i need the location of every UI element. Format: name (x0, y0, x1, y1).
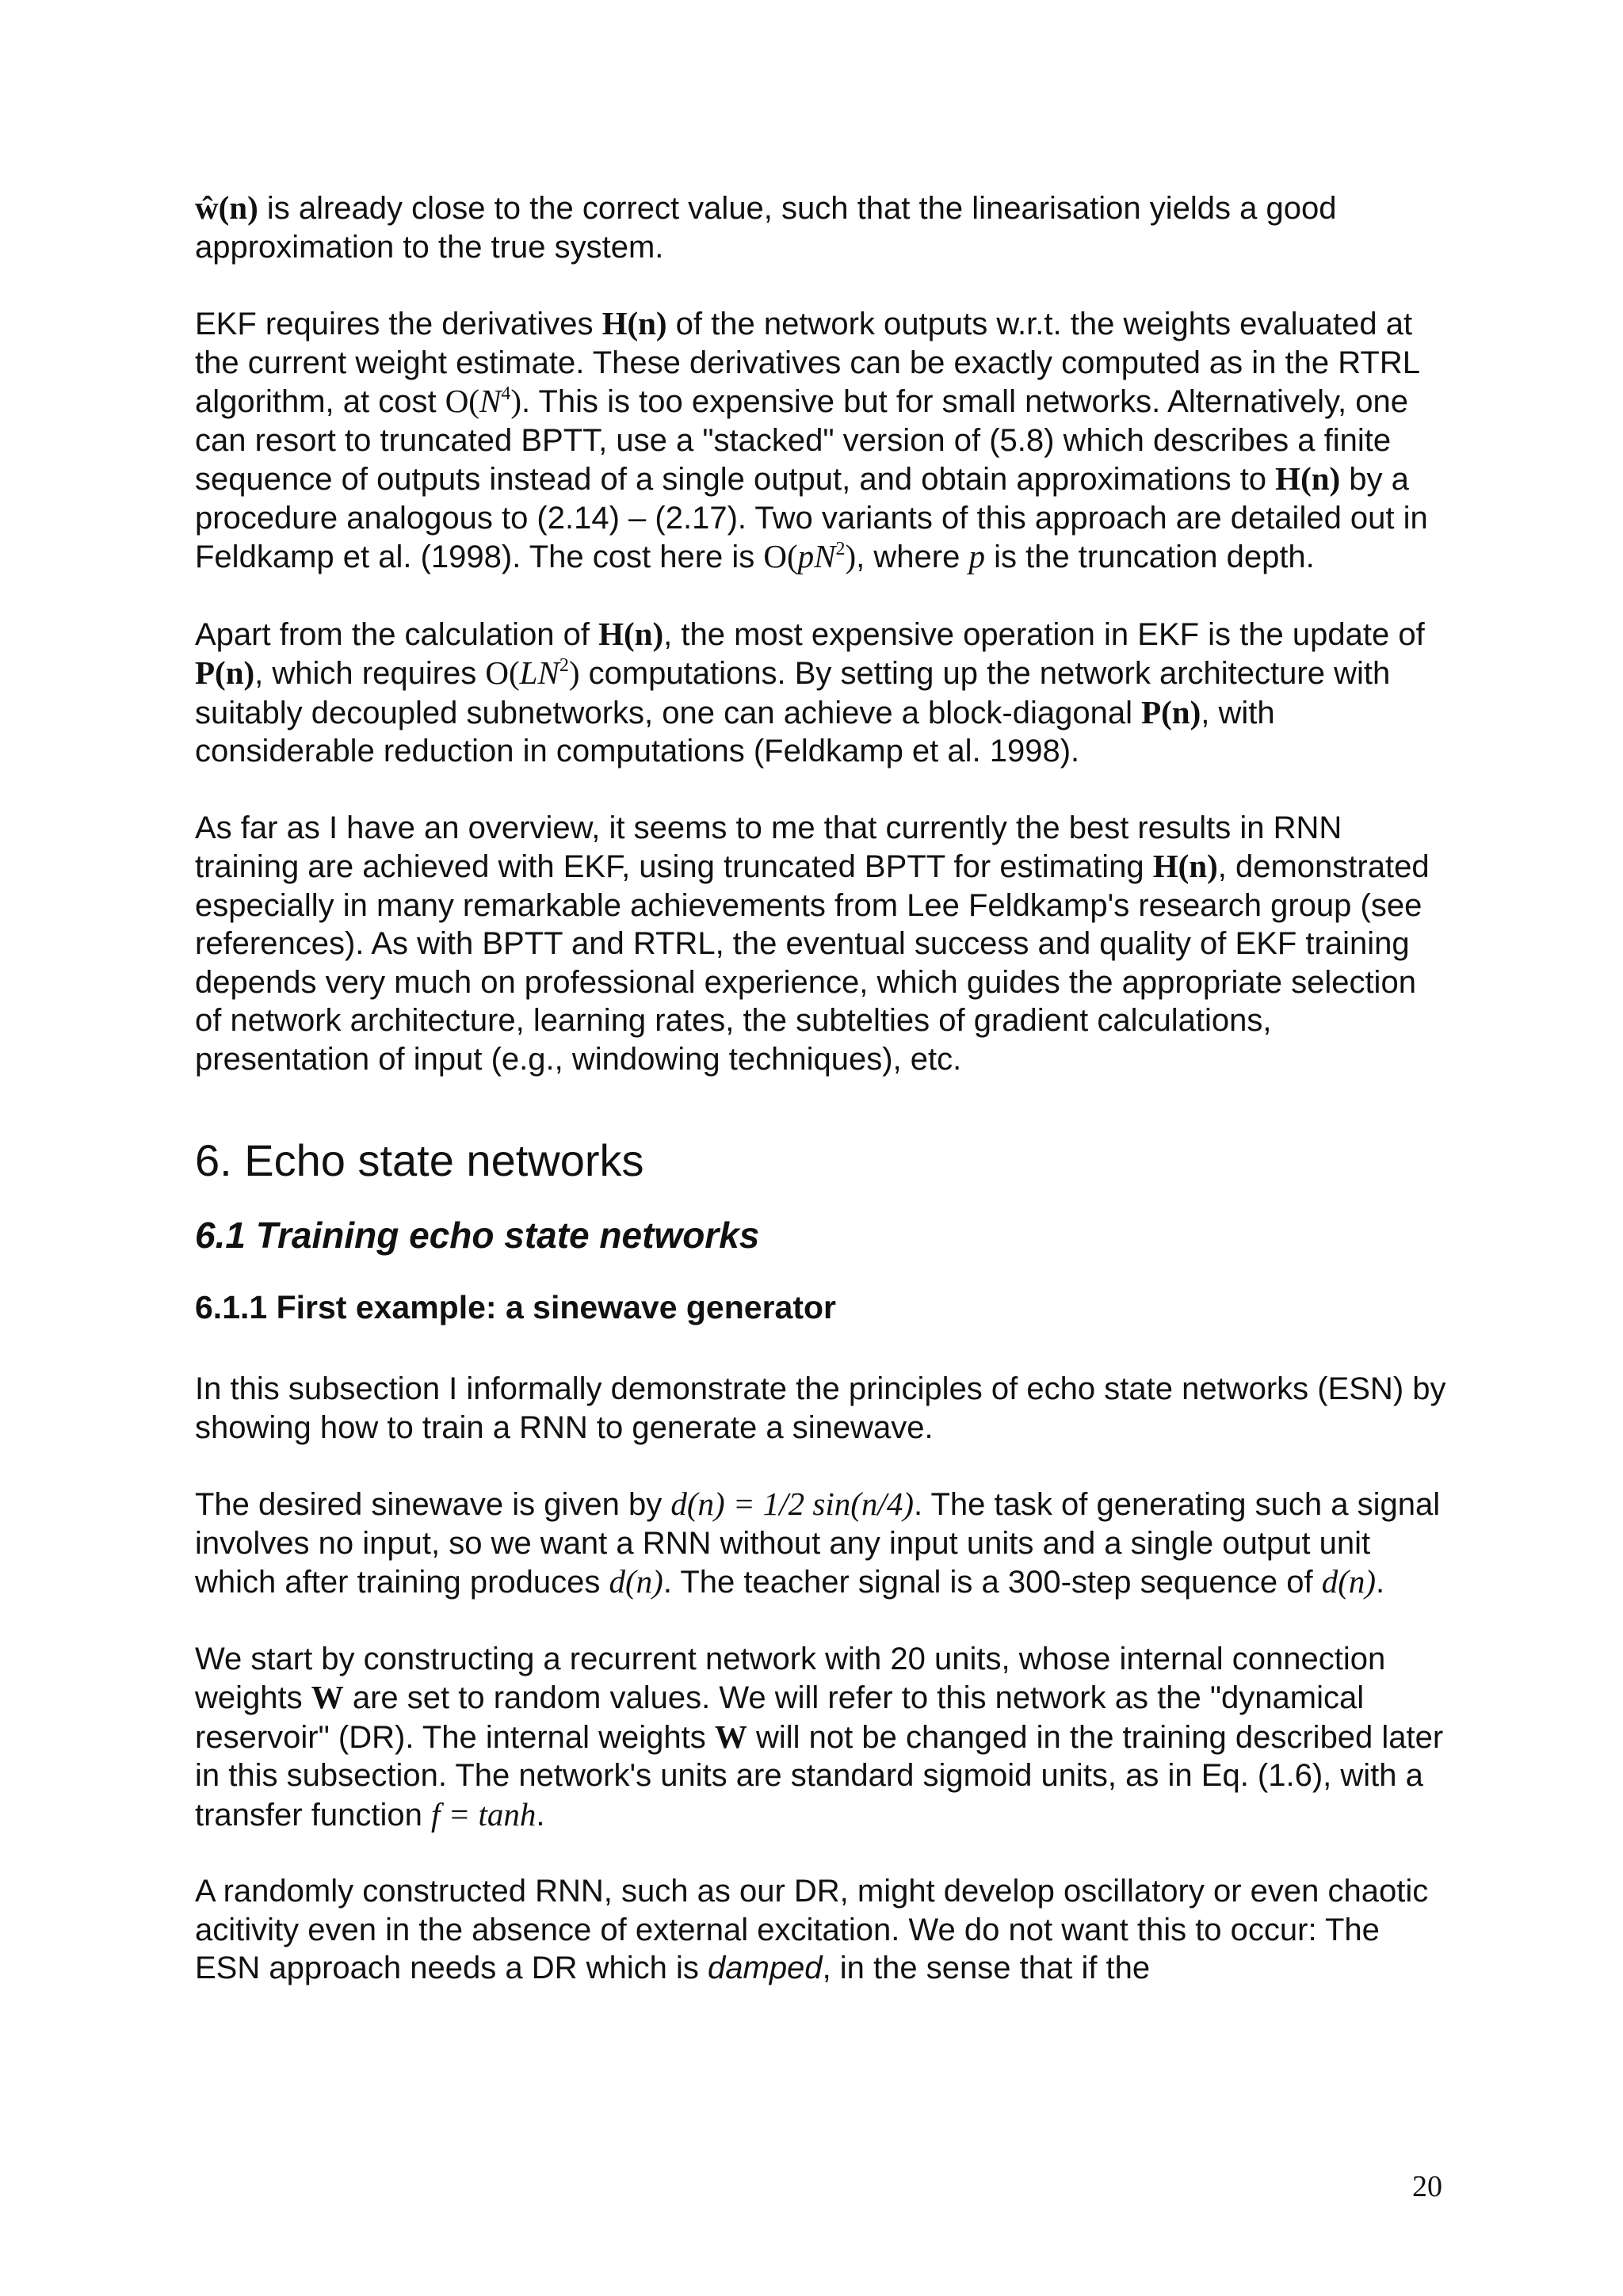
math-H-n: H(n) (601, 305, 667, 341)
subsubsection-heading: 6.1.1 First example: a sinewave generator (195, 1289, 836, 1325)
page-content (195, 189, 1447, 2026)
math-P-n: P(n) (1141, 693, 1201, 730)
math-cost-pN2: $O(pN^2)$ (763, 538, 857, 574)
math-cost-N4: $O(N^4)$ (445, 383, 521, 419)
math-w-hat: ŵ(n) (195, 189, 258, 226)
math-W: W (714, 1718, 747, 1755)
section-heading: 6. Echo state networks (195, 1135, 644, 1185)
emphasis-damped: damped (708, 1951, 823, 1985)
paragraph-ekf-overview: As far as I have an overview, it seems to me that currently the best results in RNN training are achieved with EKF, using truncated BPTT for estimating H(n), demonstrated especially in many remarkable achievements from Lee Feldkamp's research group (see references). As with BPTT and RTRL, the eventual success and quality of EKF training depends very much on professional experience, which guides the appropriate selection of network architecture, learning rates, the subtelties of gradient calculations, presentation of input (e.g., windowing techniques), etc. (195, 810, 1430, 1077)
paragraph-ekf-derivatives: EKF requires the derivatives H(n) of the network outputs w.r.t. the weights evaluated at the current weight estimate. These derivatives can be exactly computed as in the RTRL algorithm, at cost $O(N^4)$. This is too expensive but for small networks. Alternatively, one can resort to truncated BPTT, use a "stacked" version of (5.8) which describes a finite sequence of outputs instead of a single output, and obtain approximations to H(n) by a procedure analogous to (2.14) – (2.17). Two variants of this approach are detailed out in Feldkamp et al. (1998). The cost here is $O(pN^2)$, where p is the truncation depth. (195, 305, 1428, 574)
subsection-heading: 6.1 Training echo state networks (195, 1215, 760, 1256)
math-p: p (968, 538, 985, 574)
math-d-n: d(n) (1321, 1563, 1377, 1600)
page-number: 20 (1412, 2170, 1442, 2203)
math-H-n: H(n) (1152, 848, 1218, 884)
math-H-n: H(n) (1275, 460, 1341, 497)
math-H-n: H(n) (598, 615, 664, 652)
paragraph-damped: A randomly constructed RNN, such as our DR, might develop oscillatory or even chaotic acitivity even in the absence of external excitation. We do not want this to occur: The ESN approach needs a DR which is damped, in the sense that if the (195, 1874, 1429, 1985)
paragraph-ekf-cost: Apart from the calculation of H(n), the most expensive operation in EKF is the update of P(n), which requires $O(LN^2)$ computations. By setting up the network architecture with suitably decoupled subnetworks, one can achieve a block-diagonal P(n), with considerable reduction in computations (Feldkamp et al. 1998). (195, 615, 1425, 769)
math-P-n: P(n) (195, 654, 255, 691)
paragraph-sinewave: The desired sinewave is given by d(n) = 1/2 sin(n/4). The task of generating such a signal involves no input, so we want a RNN without any input units and a single output unit which after training produces d(n). The teacher signal is a 300-step sequence of d(n). (195, 1486, 1441, 1600)
math-d-n-formula: d(n) = 1/2 sin(n/4) (670, 1486, 914, 1522)
math-cost-LN2: $O(LN^2)$ (485, 654, 580, 691)
math-d-n: d(n) (609, 1563, 663, 1600)
paragraph-reservoir: We start by constructing a recurrent network with 20 units, whose internal connection weights W are set to random values. We will refer to this network as the "dynamical reservoir" (DR). The internal weights W will not be changed in the training described later in this subsection. The network's units are standard sigmoid units, as in Eq. (1.6), with a transfer function f = tanh. (195, 1641, 1444, 1833)
paragraph-esn-intro: In this subsection I informally demonstrate the principles of echo state networks (ESN) by showing how to train a RNN to generate a sinewave. (195, 1371, 1446, 1445)
math-W: W (311, 1679, 344, 1715)
paragraph-linearisation: ŵ(n) is already close to the correct value, such that the linearisation yields a good approximation to the true system. (195, 189, 1337, 265)
math-f-tanh: f = tanh (430, 1795, 537, 1833)
